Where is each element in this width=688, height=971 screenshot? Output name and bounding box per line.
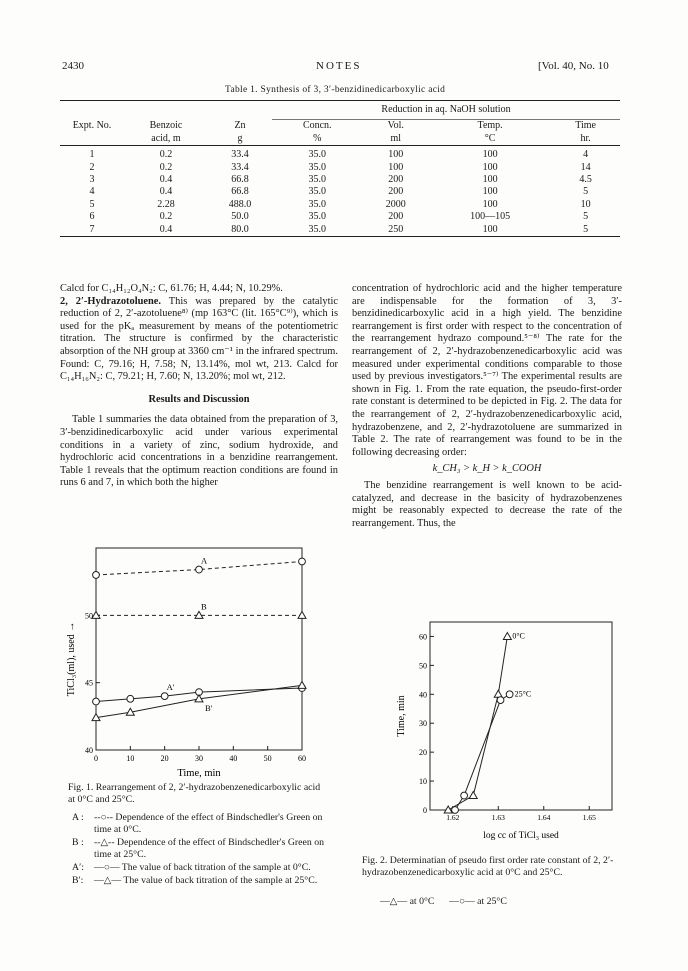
table-cell: 33.4 bbox=[231, 149, 249, 161]
table-cell: 35.0 bbox=[308, 174, 326, 186]
table-cell: 2.28 bbox=[157, 198, 175, 210]
data-point-circle bbox=[461, 792, 468, 799]
rate-equation: k_CH₃ > k_H > k_COOH bbox=[432, 463, 542, 475]
table-cell: 66.8 bbox=[231, 174, 249, 186]
figure-1-caption: Fig. 1. Rearrangement of 2, 2′-hydrazobenzenedicarboxylic acid at 0°C and 25°C. bbox=[68, 782, 321, 805]
x-tick-label: 0 bbox=[94, 754, 98, 763]
data-point-triangle bbox=[195, 611, 203, 618]
series-line bbox=[448, 636, 507, 810]
col-header: Benzoic bbox=[149, 120, 183, 132]
compound-name: 2, 2′-Hydrazotoluene. bbox=[60, 295, 161, 307]
data-point-triangle bbox=[298, 611, 306, 618]
table-cell: 0.4 bbox=[159, 186, 173, 198]
section-heading: Results and Discussion bbox=[148, 393, 250, 405]
data-point-circle bbox=[93, 572, 100, 579]
table-cell: 250 bbox=[388, 223, 404, 235]
y-tick-label: 50 bbox=[85, 611, 93, 621]
table-cell: 66.8 bbox=[231, 186, 249, 198]
table-cell: 488.0 bbox=[228, 198, 252, 210]
table-cell: 100 bbox=[482, 161, 498, 173]
figure-2-legend: —△— at 0°C —○— at 25°C bbox=[380, 896, 507, 907]
x-axis-label: log cc of TiCl₃ used bbox=[483, 831, 559, 841]
x-axis-label: Time, min bbox=[177, 768, 221, 779]
y-tick-label: 50 bbox=[419, 661, 427, 671]
table-cell: 100 bbox=[388, 161, 404, 173]
series-label: A′ bbox=[166, 682, 175, 693]
table-cell: 0.2 bbox=[159, 161, 173, 173]
table-cell: 35.0 bbox=[308, 161, 326, 173]
table-cell: 0.4 bbox=[159, 174, 173, 186]
synthesis-table bbox=[60, 104, 620, 237]
table-cell: 100—105 bbox=[470, 211, 511, 223]
table-cell: 14 bbox=[580, 161, 591, 173]
right-column bbox=[352, 283, 622, 530]
y-tick-label: 45 bbox=[85, 678, 93, 688]
col-unit: acid, m bbox=[151, 132, 181, 144]
data-point-triangle bbox=[469, 792, 477, 799]
table-cell: 6 bbox=[89, 211, 95, 223]
col-unit: °C bbox=[484, 132, 496, 144]
table-row bbox=[60, 211, 620, 223]
legend-text: --△-- Dependence of the effect of Bindschedler's Green on time at 25°C. bbox=[94, 837, 324, 860]
y-tick-label: 20 bbox=[419, 748, 427, 758]
x-tick-label: 1.65 bbox=[582, 813, 596, 822]
results-paragraph: Table 1 summaries the data obtained from the preparation of 3, 3′-benzidinedicarboxylic acid under various experimental conditions in a variety of zinc, sodium hydroxide, and hydrochloric acid concentrations in a benzidine rearrangement. Table 1 reveals that the optimum reaction conditions are found in runs 6 and 7, in which both the higher bbox=[60, 414, 338, 489]
y-tick-label: 10 bbox=[419, 777, 427, 787]
x-tick-label: 20 bbox=[160, 754, 169, 763]
table-row bbox=[60, 199, 620, 211]
col-unit bbox=[60, 133, 124, 146]
series-label: 0°C bbox=[512, 631, 525, 641]
table-cell: 33.4 bbox=[231, 161, 249, 173]
col-unit: hr. bbox=[580, 132, 591, 144]
table-row bbox=[60, 224, 620, 237]
col-unit: g bbox=[237, 132, 243, 144]
y-axis-label: TiCl₃(ml), used → bbox=[66, 621, 77, 697]
col-header: Concn. bbox=[302, 120, 332, 132]
table-cell: 35.0 bbox=[308, 149, 326, 161]
legend-text: —○— The value of back titration of the sample at 0°C. bbox=[94, 862, 311, 873]
legend-key: A : bbox=[72, 812, 84, 823]
data-point-triangle bbox=[503, 632, 511, 639]
table-cell: 0.2 bbox=[159, 149, 173, 161]
figure-2-caption: Fig. 2. Determinatian of pseudo first order rate constant of 2, 2′-hydrazobenzenedicarboxylic acid at 0°C and 25°C. bbox=[362, 855, 614, 878]
table-cell: 5 bbox=[89, 198, 95, 210]
data-point-circle bbox=[127, 695, 134, 702]
table-cell: 0.2 bbox=[159, 211, 173, 223]
legend-key: B′: bbox=[72, 875, 84, 886]
col-header: Expt. No. bbox=[72, 120, 112, 132]
table-cell: 200 bbox=[388, 186, 404, 198]
table-cell: 80.0 bbox=[231, 223, 249, 235]
figure-2-chart bbox=[390, 610, 620, 842]
legend-entry bbox=[72, 875, 326, 887]
running-head: NOTES bbox=[316, 60, 362, 72]
series-label: B bbox=[201, 601, 207, 612]
figure-1-legend bbox=[72, 812, 326, 888]
volume-info: [Vol. 40, No. 10 bbox=[538, 60, 609, 72]
table-cell: 4.5 bbox=[579, 174, 592, 186]
table-cell: 35.0 bbox=[308, 186, 326, 198]
legend-text: —△— The value of back titration of the sample at 25°C. bbox=[94, 875, 318, 886]
y-axis-label: Time, min bbox=[396, 695, 407, 737]
y-tick-label: 40 bbox=[85, 746, 93, 755]
table-cell: 5 bbox=[583, 186, 589, 198]
table-cell: 50.0 bbox=[231, 211, 249, 223]
data-point-circle bbox=[497, 697, 504, 704]
table-row bbox=[60, 174, 620, 186]
table-cell: 2000 bbox=[385, 198, 406, 210]
col-header: Time bbox=[575, 120, 596, 132]
table-cell: 10 bbox=[580, 198, 591, 210]
col-header: Vol. bbox=[387, 120, 404, 132]
data-point-circle bbox=[452, 807, 459, 814]
x-tick-label: 1.63 bbox=[491, 813, 505, 822]
table-row bbox=[60, 186, 620, 198]
table-cell: 5 bbox=[583, 223, 589, 235]
col-header: Temp. bbox=[477, 120, 503, 132]
x-tick-label: 1.64 bbox=[537, 813, 551, 822]
data-point-circle bbox=[196, 566, 203, 573]
data-point-circle bbox=[161, 693, 168, 700]
left-column bbox=[60, 283, 338, 490]
discussion-paragraph-2: The benzidine rearrangement is well known to be acid-catalyzed, and decrease in the basicity of hydrazobenzenes might be reasonably expected to decrease the rate of the rearrangement. Thus, the bbox=[352, 479, 622, 529]
x-tick-label: 40 bbox=[229, 754, 238, 763]
x-tick-label: 30 bbox=[195, 754, 203, 763]
col-unit: % bbox=[313, 132, 322, 144]
table-cell: 100 bbox=[482, 186, 498, 198]
table-cell: 2 bbox=[89, 161, 95, 173]
table-cell: 0.4 bbox=[159, 223, 173, 235]
prep-paragraph: This was prepared by the catalytic reduction of 2, 2′-azotoluene⁸⁾ (mp 163°C (lit. 165°C⁹⁾), which is used for the pKₐ measurement by means of the potentiometric titration. The structure is confirmed by the characteristic absorption of the NH group at 3360 cm⁻¹ in the infrared spectrum. Found: C, 79.16; H, 7.58; N, 13.14%, mol wt, 213. Calcd for C₁₄H₁₆N₂: C, 79.21; H, 7.60; N, 13.20%; mol wt, 212. bbox=[60, 295, 338, 383]
legend-key: A′: bbox=[72, 862, 84, 873]
y-tick-label: 30 bbox=[419, 719, 427, 729]
figure-1-chart bbox=[60, 540, 322, 780]
plot-frame bbox=[96, 548, 302, 750]
y-tick-label: 60 bbox=[419, 632, 427, 642]
table-cell: 35.0 bbox=[308, 211, 326, 223]
table-cell: 100 bbox=[388, 149, 404, 161]
table-cell: 1 bbox=[89, 149, 95, 161]
calc-paragraph: Calcd for C₁₄H₁₂O₄N₂: C, 61.76; H, 4.44; N, 10.29%. bbox=[60, 283, 283, 294]
table-cell: 100 bbox=[482, 149, 498, 161]
data-point-circle bbox=[506, 691, 513, 698]
table-cell: 5 bbox=[583, 211, 589, 223]
data-point-circle bbox=[299, 558, 306, 565]
legend-entry bbox=[72, 837, 326, 861]
table-cell: 4 bbox=[89, 186, 95, 198]
table-cell: 35.0 bbox=[308, 223, 326, 235]
table-cell: 100 bbox=[482, 223, 498, 235]
data-point-triangle bbox=[92, 611, 100, 618]
table-row bbox=[60, 162, 620, 174]
table-caption: Table 1. Synthesis of 3, 3′-benzidinedicarboxylic acid bbox=[225, 85, 446, 95]
y-tick-label: 40 bbox=[419, 690, 427, 700]
legend-key: B : bbox=[72, 837, 84, 848]
table-cell: 100 bbox=[482, 198, 498, 210]
legend-entry bbox=[72, 812, 326, 836]
x-tick-label: 60 bbox=[298, 754, 306, 763]
table-cell: 4 bbox=[583, 149, 589, 161]
legend-entry bbox=[72, 862, 326, 874]
table-cell: 200 bbox=[388, 174, 404, 186]
series-label: 25°C bbox=[514, 689, 532, 699]
data-point-circle bbox=[93, 698, 100, 705]
page-number: 2430 bbox=[62, 60, 84, 72]
x-tick-label: 1.62 bbox=[446, 813, 460, 822]
data-point-triangle bbox=[298, 681, 306, 688]
col-unit: ml bbox=[390, 132, 402, 144]
table-cell: 200 bbox=[388, 211, 404, 223]
table-cell: 7 bbox=[89, 223, 95, 235]
table-cell: 3 bbox=[89, 174, 95, 186]
x-tick-label: 10 bbox=[126, 754, 135, 763]
group-header: Reduction in aq. NaOH solution bbox=[272, 104, 620, 120]
legend-text: --○-- Dependence of the effect of Bindschedler's Green on time at 0°C. bbox=[94, 812, 323, 835]
series-label: B′ bbox=[205, 702, 213, 713]
table-cell: 100 bbox=[482, 174, 498, 186]
plot-frame bbox=[430, 622, 612, 810]
series-label: A bbox=[201, 555, 208, 566]
col-header: Zn bbox=[234, 120, 246, 132]
x-tick-label: 50 bbox=[263, 754, 272, 763]
discussion-paragraph: concentration of hydrochloric acid and the higher temperature are indispensable for the formation of 3, 3′-benzidinedicarboxylic acid in a high yield. The benzidine rearrangement is first order with respect to the concentration of the rearrangement hydrazo compound.⁵⁻⁸⁾ The rate for the rearrangement of 2, 2′-hydrazobenzenedicarboxylic acid was measured under experimental conditions comparable to those used by previous investigators.⁵⁻⁷⁾ The experimental results are shown in Fig. 1. From the rate equation, the pseudo-first-order rate constant is determined to be depicted in Fig. 2. The data for the rearrangement of 2, 2′-hydrazobenzenedicarboxylic acid, hydrazobenzene, and 2, 2′-hydrazotoluene are summarized in Table 2. The rate of rearrangement was found to be in the following decreasing order: bbox=[352, 283, 622, 458]
table-row bbox=[60, 146, 620, 162]
y-tick-label: 0 bbox=[423, 806, 427, 815]
table-cell: 35.0 bbox=[308, 198, 326, 210]
